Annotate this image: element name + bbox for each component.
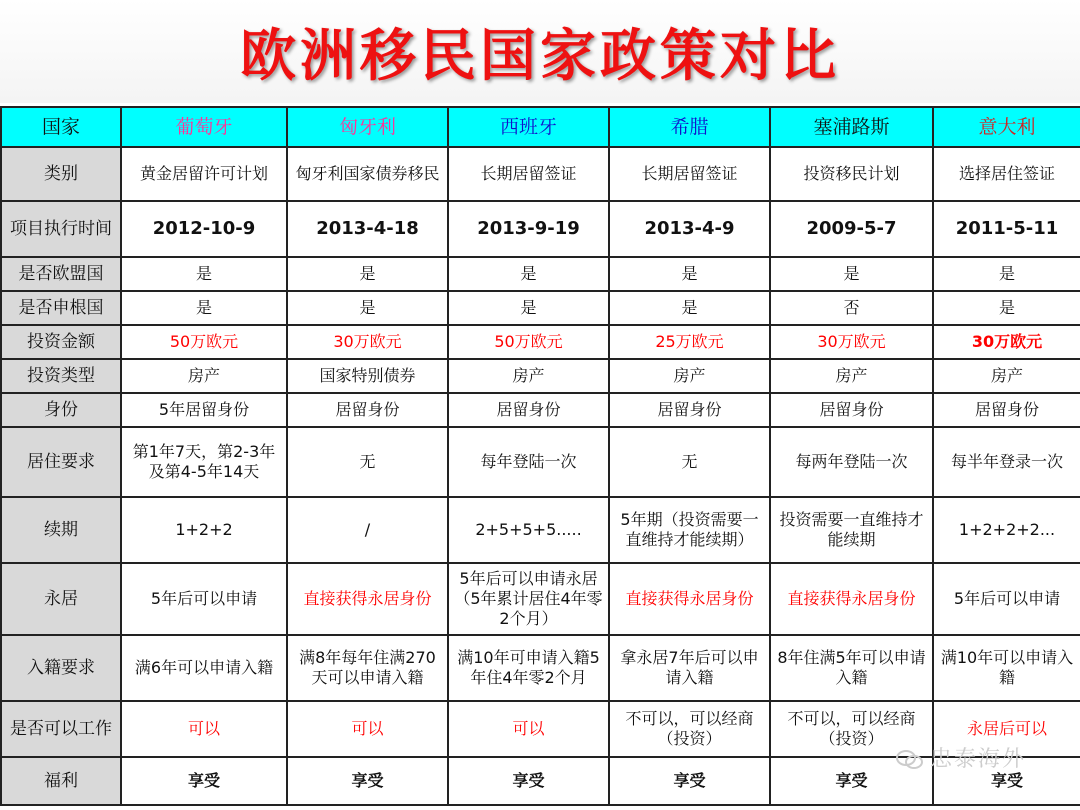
table-cell: 是 [933,257,1080,291]
table-cell: 房产 [609,359,770,393]
table-cell: 房产 [770,359,933,393]
table-cell: 2+5+5+5..... [448,497,609,563]
table-row [1,257,1080,291]
table-cell: 居留身份 [609,393,770,427]
table-cell: 2013-9-19 [448,201,609,257]
table-cell: 2011-5-11 [933,201,1080,257]
table-cell: 每两年登陆一次 [770,427,933,497]
table-cell: 是 [121,257,287,291]
row-label: 入籍要求 [1,635,121,701]
table-cell: 满8年每年住满270天可以申请入籍 [287,635,448,701]
table-row [1,359,1080,393]
table-cell: 30万欧元 [770,325,933,359]
table-cell: 是 [448,257,609,291]
table-cell: 房产 [121,359,287,393]
table-cell: 居留身份 [933,393,1080,427]
row-label: 居住要求 [1,427,121,497]
table-row [1,497,1080,563]
table-cell: 是 [770,257,933,291]
table-cell: 5年后可以申请永居（5年累计居住4年零2个月） [448,563,609,635]
table-cell: 直接获得永居身份 [770,563,933,635]
table-cell: 可以 [448,701,609,757]
table-cell: 享受 [121,757,287,805]
table-cell: 投资需要一直维持才能续期 [770,497,933,563]
row-label: 永居 [1,563,121,635]
table-cell: 第1年7天，第2-3年及第4-5年14天 [121,427,287,497]
table-cell: 1+2+2+2... [933,497,1080,563]
table-row [1,563,1080,635]
table-cell: 享受 [287,757,448,805]
table-cell: / [287,497,448,563]
table-cell: 50万欧元 [121,325,287,359]
table-cell: 是 [287,257,448,291]
table-cell: 拿永居7年后可以申请入籍 [609,635,770,701]
table-cell: 国家特别债券 [287,359,448,393]
row-label: 投资类型 [1,359,121,393]
table-row [1,291,1080,325]
table-row [1,325,1080,359]
watermark-text: 忠泰海外 [930,747,1027,772]
comparison-table [0,106,1080,806]
table-cell: 房产 [448,359,609,393]
table-cell: 1+2+2 [121,497,287,563]
table-cell: 选择居住签证 [933,147,1080,201]
table-cell: 可以 [287,701,448,757]
table-cell: 每半年登录一次 [933,427,1080,497]
table-cell: 是 [448,291,609,325]
table-row [1,147,1080,201]
table-row [1,427,1080,497]
table-row [1,635,1080,701]
table-cell: 享受 [933,757,1080,805]
country-header: 塞浦路斯 [770,107,933,147]
table-cell: 5年期（投资需要一直维持才能续期） [609,497,770,563]
table-cell: 5年后可以申请 [121,563,287,635]
table-cell: 直接获得永居身份 [609,563,770,635]
table-cell: 50万欧元 [448,325,609,359]
table-row [1,201,1080,257]
row-label: 项目执行时间 [1,201,121,257]
country-header: 葡萄牙 [121,107,287,147]
row-label: 福利 [1,757,121,805]
table-cell: 满10年可申请入籍5年住4年零2个月 [448,635,609,701]
wechat-icon [895,748,925,772]
table-cell: 是 [287,291,448,325]
row-label: 身份 [1,393,121,427]
table-cell: 30万欧元 [287,325,448,359]
table-cell: 享受 [448,757,609,805]
table-cell: 无 [609,427,770,497]
table-cell: 是 [609,257,770,291]
table-cell: 否 [770,291,933,325]
table-cell: 永居后可以 [933,701,1080,757]
table-cell: 不可以，可以经商（投资） [770,701,933,757]
row-label: 是否欧盟国 [1,257,121,291]
table-cell: 满6年可以申请入籍 [121,635,287,701]
country-header: 意大利 [933,107,1080,147]
table-cell: 2012-10-9 [121,201,287,257]
table-cell: 8年住满5年可以申请入籍 [770,635,933,701]
table-row [1,393,1080,427]
table-cell: 可以 [121,701,287,757]
table-cell: 2009-5-7 [770,201,933,257]
table-cell: 5年居留身份 [121,393,287,427]
table-cell: 不可以，可以经商（投资） [609,701,770,757]
table-cell: 长期居留签证 [609,147,770,201]
table-cell: 每年登陆一次 [448,427,609,497]
table-cell: 房产 [933,359,1080,393]
table-cell: 居留身份 [448,393,609,427]
country-header: 匈牙利 [287,107,448,147]
table-cell: 5年后可以申请 [933,563,1080,635]
table-cell: 满10年可以申请入籍 [933,635,1080,701]
table-cell: 黄金居留许可计划 [121,147,287,201]
table-cell: 居留身份 [287,393,448,427]
country-header: 西班牙 [448,107,609,147]
header-row [1,107,1080,147]
table-cell: 是 [609,291,770,325]
table-cell: 是 [121,291,287,325]
table-cell: 享受 [770,757,933,805]
header-label: 国家 [1,107,121,147]
row-label: 是否可以工作 [1,701,121,757]
row-label: 类别 [1,147,121,201]
table-cell: 无 [287,427,448,497]
table-cell: 匈牙利国家债券移民 [287,147,448,201]
table-cell: 直接获得永居身份 [287,563,448,635]
table-cell: 25万欧元 [609,325,770,359]
table-cell: 居留身份 [770,393,933,427]
table-cell: 享受 [609,757,770,805]
table-cell: 长期居留签证 [448,147,609,201]
table-cell: 2013-4-9 [609,201,770,257]
table-cell: 2013-4-18 [287,201,448,257]
table-cell: 投资移民计划 [770,147,933,201]
country-header: 希腊 [609,107,770,147]
row-label: 续期 [1,497,121,563]
table-cell: 30万欧元 [933,325,1080,359]
row-label: 投资金额 [1,325,121,359]
row-label: 是否申根国 [1,291,121,325]
table-cell: 是 [933,291,1080,325]
page-title: 欧洲移民国家政策对比 [240,24,840,89]
